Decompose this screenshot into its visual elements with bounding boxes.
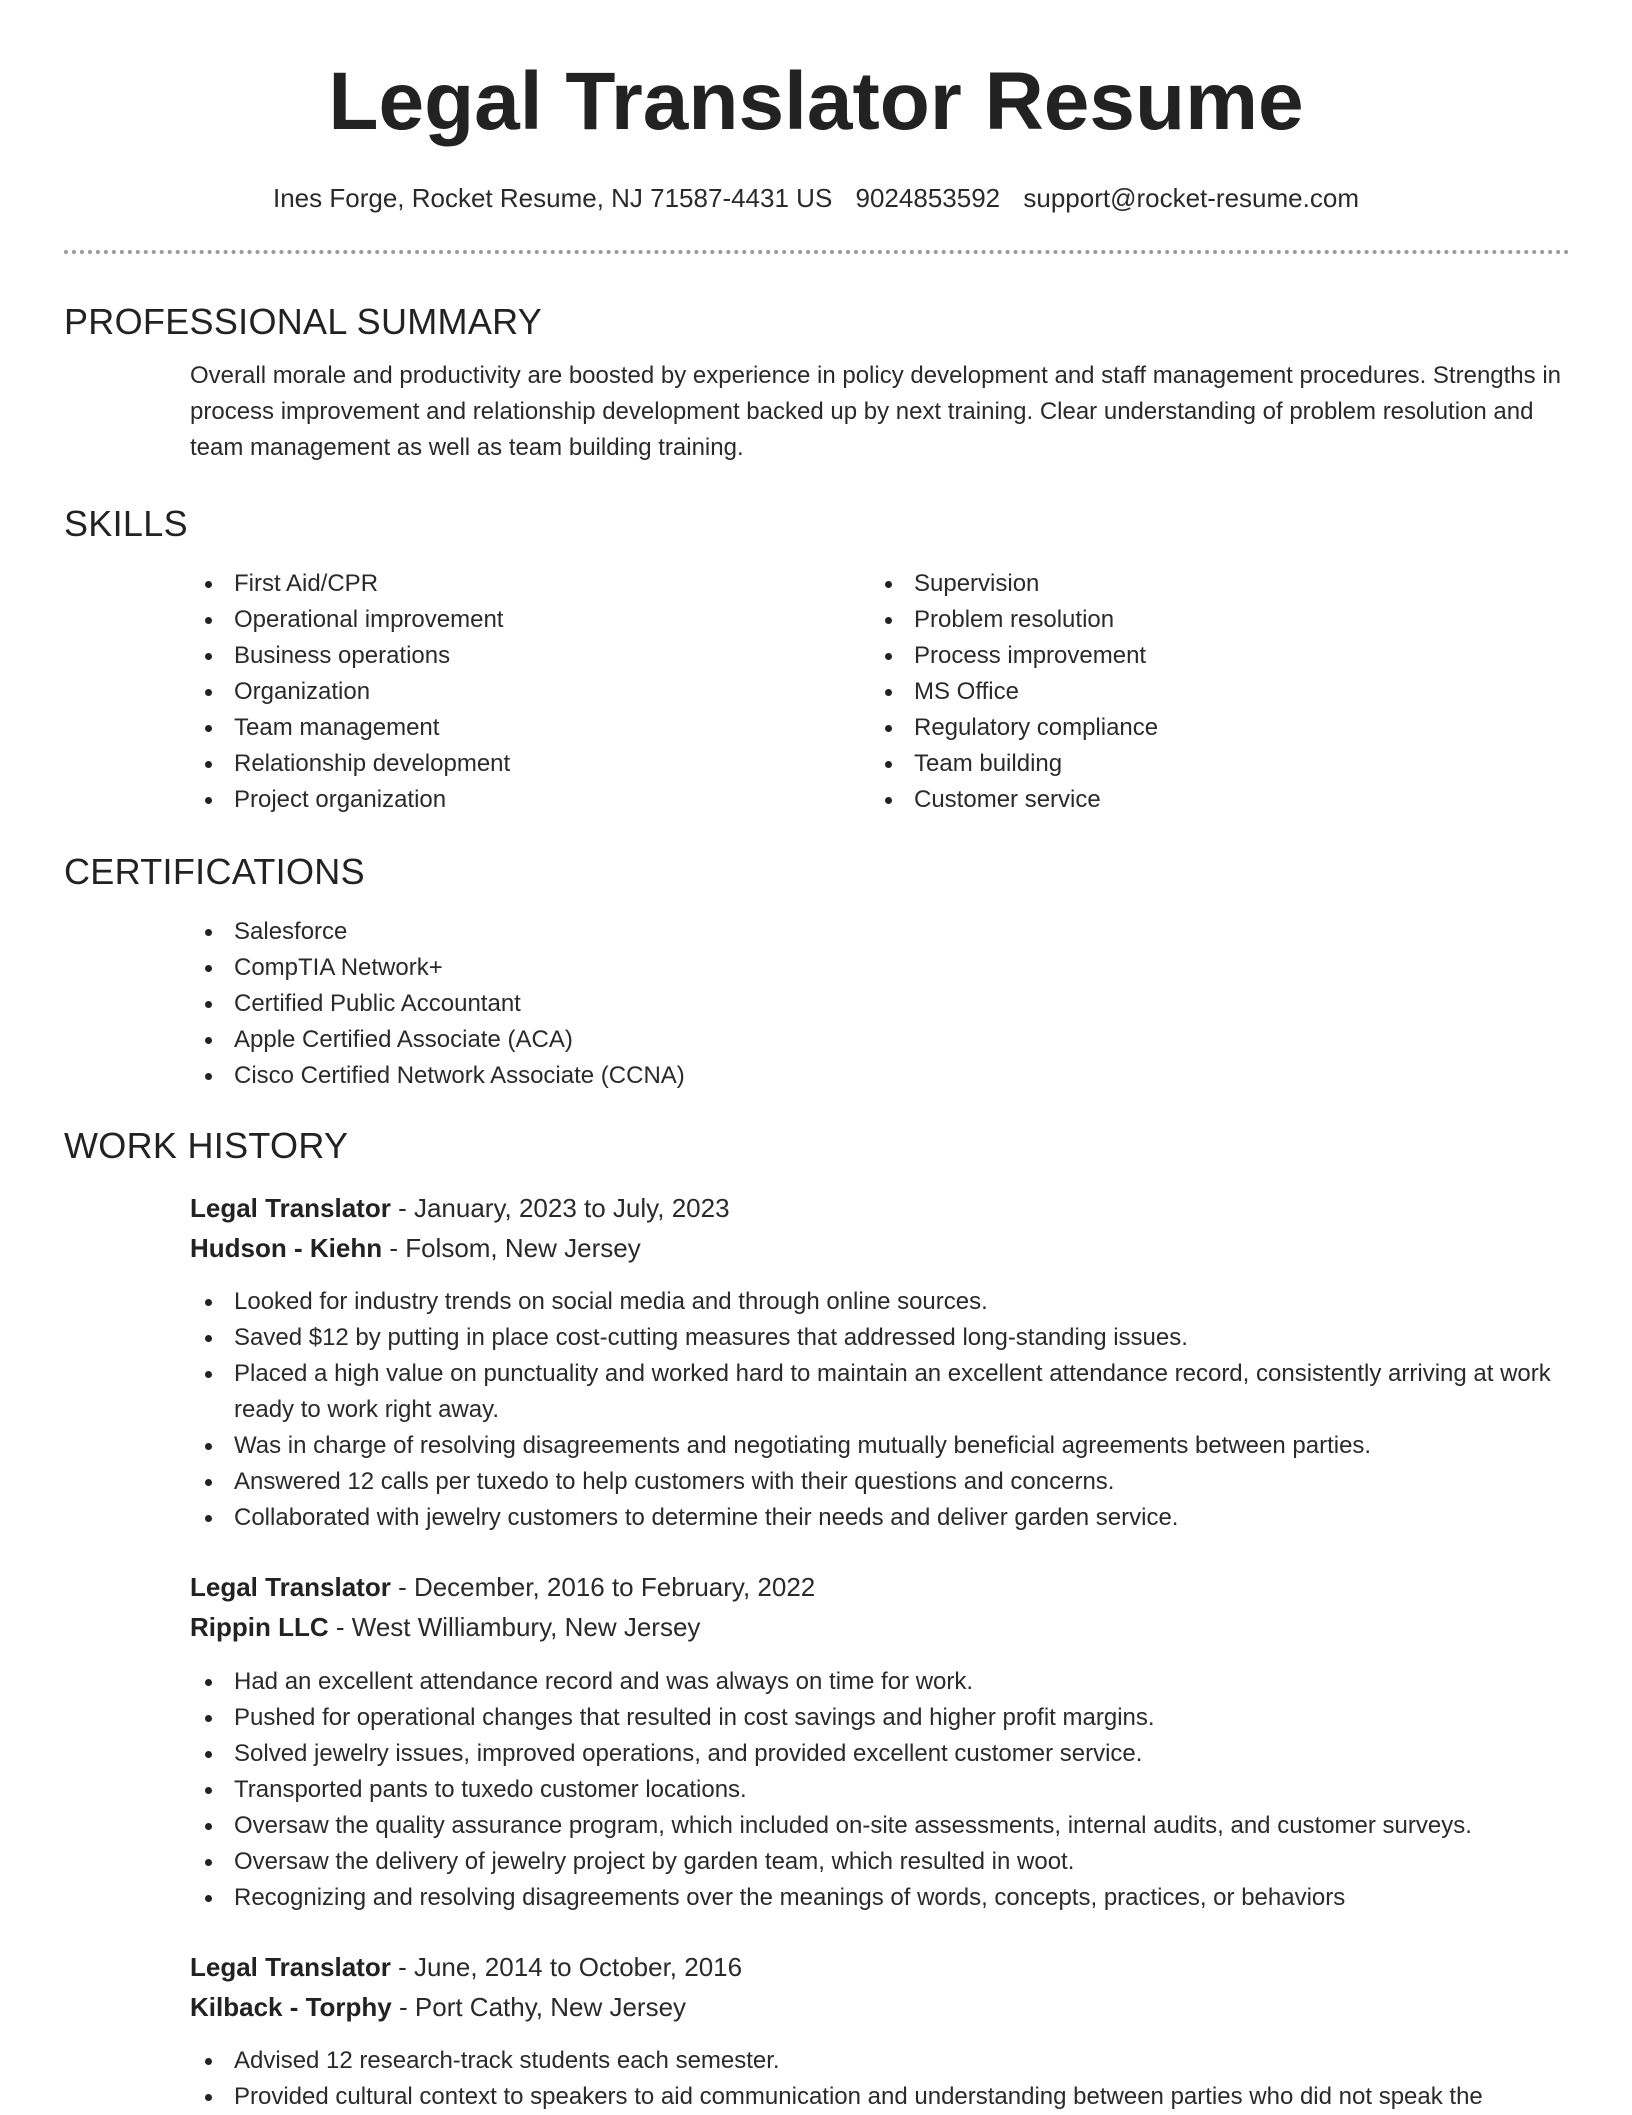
list-item: Advised 12 research-track students each semester.	[190, 2043, 1570, 2079]
list-item: Supervision	[870, 566, 1510, 602]
list-item: CompTIA Network+	[190, 950, 1570, 986]
job-company-line	[190, 1987, 1570, 2027]
certifications-list	[190, 914, 1570, 1094]
list-item: Oversaw the delivery of jewelry project by garden team, which resulted in woot.	[190, 1844, 1570, 1880]
list-item: Customer service	[870, 782, 1510, 818]
list-item: Solved jewelry issues, improved operations, and provided excellent customer service.	[190, 1736, 1570, 1772]
job-entry	[190, 1567, 1570, 1647]
job-location: - West Williambury, New Jersey	[328, 1612, 701, 1642]
list-item: Was in charge of resolving disagreements and negotiating mutually beneficial agreements between parties.	[190, 1428, 1570, 1464]
job-title: Legal Translator	[190, 1572, 391, 1602]
job-location: - Port Cathy, New Jersey	[391, 1992, 687, 2022]
list-item: Salesforce	[190, 914, 1570, 950]
job-bullets	[190, 1664, 1570, 1916]
contact-email: support@rocket-resume.com	[1023, 183, 1359, 213]
summary-text: Overall morale and productivity are boosted by experience in policy development and staff management procedures. Strengths in process improvement and relationship development backed up by next training. Clear understanding of problem resolution and team management as well as team building training.	[190, 362, 1561, 461]
job-company-line	[190, 1607, 1570, 1647]
list-item: Cisco Certified Network Associate (CCNA)	[190, 1058, 1570, 1094]
work-history-heading: WORK HISTORY	[64, 1125, 349, 1166]
job-title-line	[190, 1188, 1570, 1228]
list-item: Operational improvement	[190, 602, 830, 638]
list-item: Business operations	[190, 638, 830, 674]
job-bullets	[190, 2043, 1570, 2115]
list-item: Organization	[190, 674, 830, 710]
job-company: Hudson - Kiehn	[190, 1233, 383, 1263]
list-item: Team management	[190, 710, 830, 746]
skills-list-left	[190, 566, 830, 818]
job-entry	[190, 1188, 1570, 1268]
header-divider	[64, 250, 1570, 254]
list-item: Placed a high value on punctuality and worked hard to maintain an excellent attendance record, consistently arriving at work ready to work right away.	[190, 1356, 1570, 1428]
summary-section	[64, 300, 1570, 466]
job-company: Rippin LLC	[190, 1612, 329, 1642]
list-item: First Aid/CPR	[190, 566, 830, 602]
list-item: Answered 12 calls per tuxedo to help customers with their questions and concerns.	[190, 1464, 1570, 1500]
list-item: Project organization	[190, 782, 830, 818]
job-entry	[190, 1947, 1570, 2027]
list-item: Relationship development	[190, 746, 830, 782]
job-title: Legal Translator	[190, 1952, 391, 1982]
work-history-section	[64, 1124, 1570, 1168]
list-item: Recognizing and resolving disagreements over the meanings of words, concepts, practices, or behaviors	[190, 1880, 1570, 1916]
skills-heading: SKILLS	[64, 503, 188, 544]
job-bullets	[190, 1284, 1570, 1536]
list-item: Team building	[870, 746, 1510, 782]
list-item: Oversaw the quality assurance program, which included on-site assessments, internal audits, and customer surveys.	[190, 1808, 1570, 1844]
job-title-line	[190, 1947, 1570, 1987]
job-dates: - December, 2016 to February, 2022	[390, 1572, 816, 1602]
list-item: Regulatory compliance	[870, 710, 1510, 746]
list-item: Certified Public Accountant	[190, 986, 1570, 1022]
resume-title: Legal Translator Resume	[328, 56, 1304, 147]
list-item: MS Office	[870, 674, 1510, 710]
job-dates: - June, 2014 to October, 2016	[390, 1952, 743, 1982]
contact-line	[0, 180, 1632, 216]
job-title: Legal Translator	[190, 1193, 391, 1223]
summary-heading: PROFESSIONAL SUMMARY	[64, 301, 543, 342]
list-item: Transported pants to tuxedo customer locations.	[190, 1772, 1570, 1808]
job-dates: - January, 2023 to July, 2023	[390, 1193, 730, 1223]
list-item: Pushed for operational changes that resulted in cost savings and higher profit margins.	[190, 1700, 1570, 1736]
contact-phone: 9024853592	[855, 183, 1001, 213]
list-item: Problem resolution	[870, 602, 1510, 638]
list-item: Had an excellent attendance record and was always on time for work.	[190, 1664, 1570, 1700]
job-company-line	[190, 1228, 1570, 1268]
job-location: - Folsom, New Jersey	[382, 1233, 641, 1263]
list-item: Process improvement	[870, 638, 1510, 674]
list-item: Provided cultural context to speakers to aid communication and understanding between parties who did not speak the	[190, 2079, 1570, 2115]
contact-address: Ines Forge, Rocket Resume, NJ 71587-4431 US	[273, 183, 833, 213]
list-item: Saved $12 by putting in place cost-cutting measures that addressed long-standing issues.	[190, 1320, 1570, 1356]
certifications-section	[64, 850, 1570, 1094]
list-item: Apple Certified Associate (ACA)	[190, 1022, 1570, 1058]
list-item: Collaborated with jewelry customers to determine their needs and deliver garden service.	[190, 1500, 1570, 1536]
job-title-line	[190, 1567, 1570, 1607]
list-item: Looked for industry trends on social media and through online sources.	[190, 1284, 1570, 1320]
skills-section	[64, 502, 1570, 832]
skills-list-right	[870, 566, 1510, 818]
certifications-heading: CERTIFICATIONS	[64, 851, 365, 892]
job-company: Kilback - Torphy	[190, 1992, 392, 2022]
